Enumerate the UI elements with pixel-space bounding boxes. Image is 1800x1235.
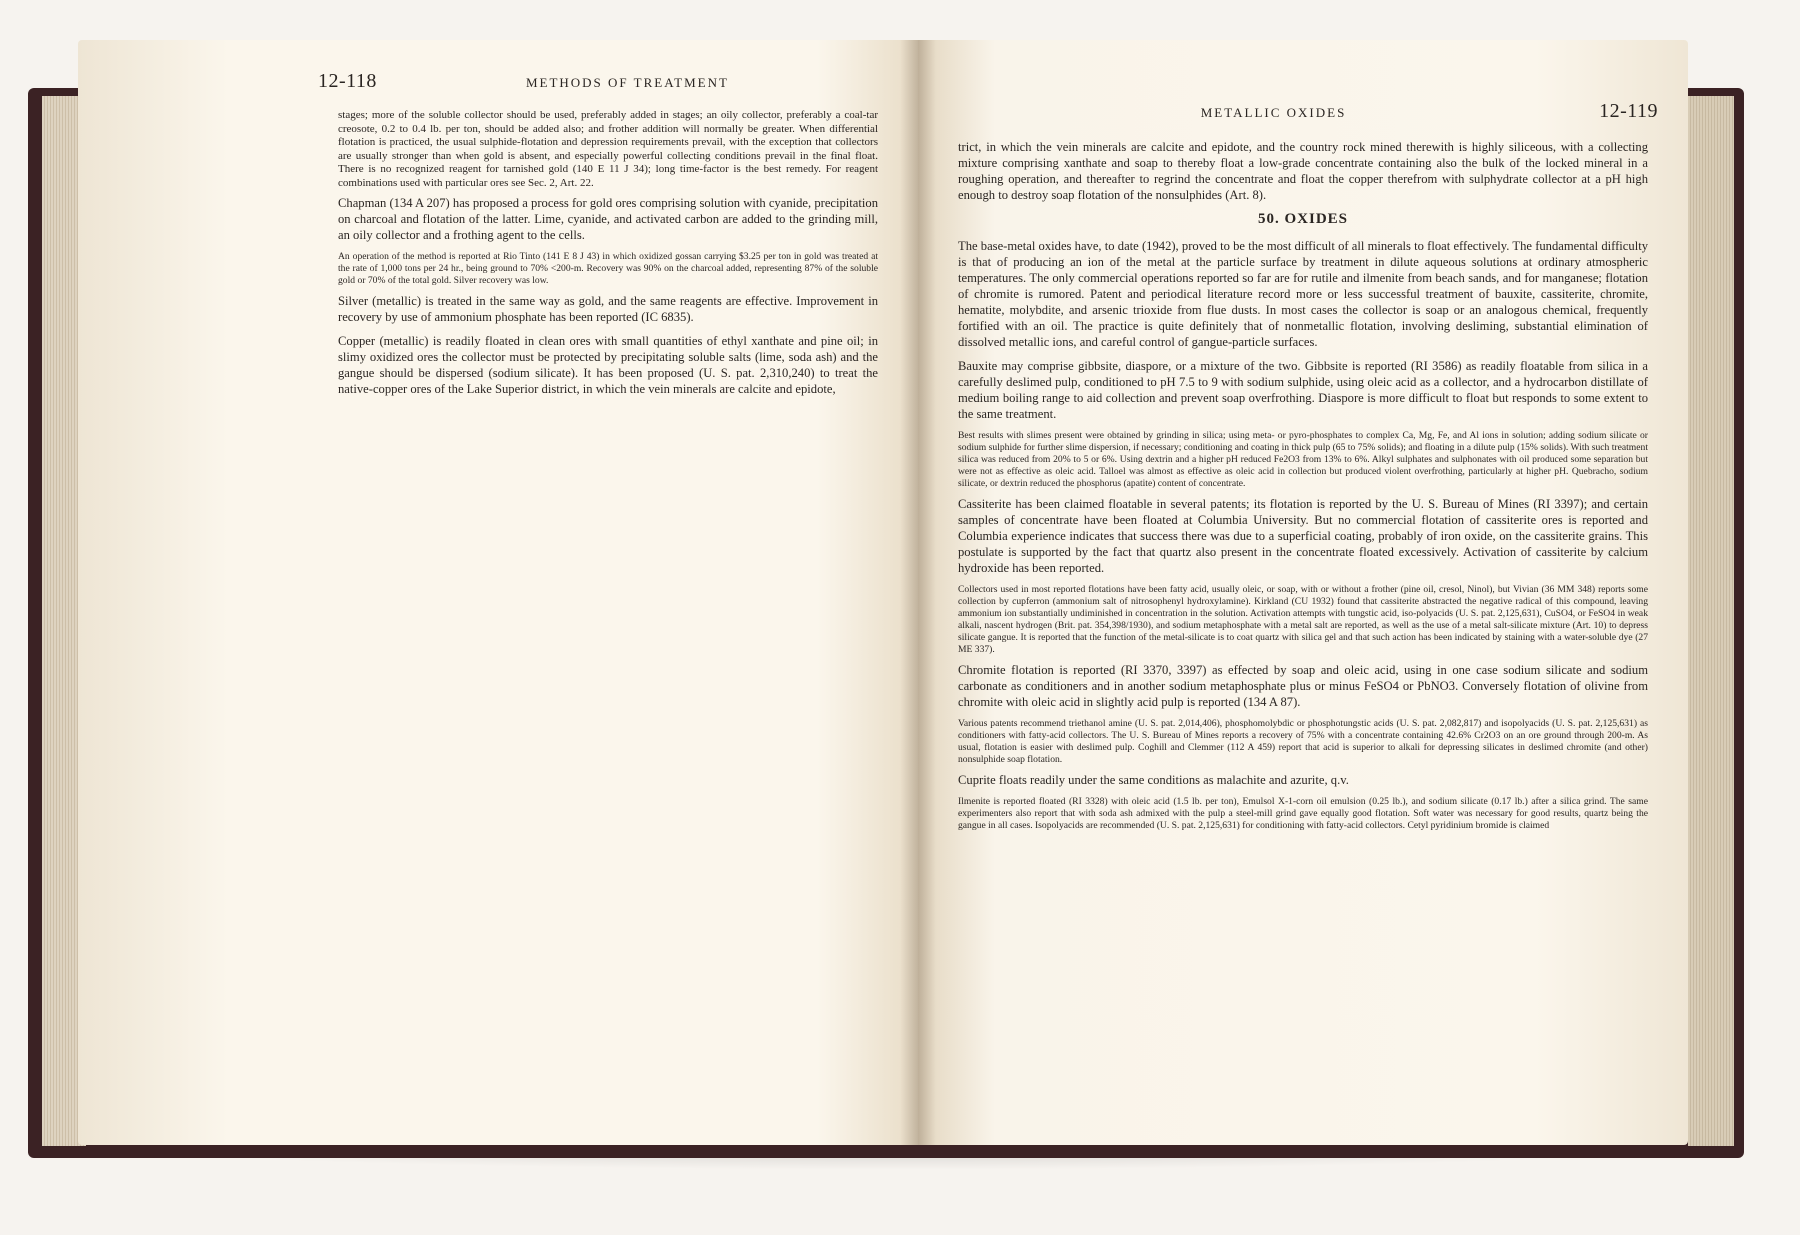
book-gutter [900, 40, 936, 1145]
page-number: 12-118 [318, 70, 377, 92]
silver-paragraph: Silver (metallic) is treated in the same way as gold, and the same reagents are effective. Improvement in recovery by use of ammonium phosphate has been reported (IC 6835). [338, 294, 878, 324]
right-page [918, 40, 1688, 1145]
ilmenite-note: Ilmenite is reported floated (RI 3328) with oleic acid (1.5 lb. per ton), Emulsol X-1-corn oil emulsion (0.25 lb.), and sodium silicate (0.17 lb.) after a silica grind. The same experimenters also report that with soda ash admixed with the pulp a steel-mill grind gave equally good flotation. Soft water was necessary for good results, quartz being the gangue in all cases. Isopolyacids are recommended (U. S. pat. 2,125,631) for conditioning with fatty-acid collectors. Cetyl pyridinium bromide is claimed [958, 796, 1648, 831]
intro-paragraph: trict, in which the vein minerals are calcite and epidote, and the country rock mined therewith is highly siliceous, with a collecting mixture comprising xanthate and soap to thereby float a low-grade concentrate containing also the bulk of the locked mineral in a roughing operation, and thereafter to regrind the concentrate and float the copper therefrom with sulphydrate collector at a pH high enough to destroy soap flotation of the nonsulphides (Art. 8). [958, 140, 1648, 202]
bauxite-note: Best results with slimes present were obtained by grinding in silica; using meta- or pyro-phosphates to complex Ca, Mg, Fe, and Al ions in solution; adding sodium silicate or sodium sulphide for further slime dispersion, if necessary; conditioning and coating in thick pulp (65 to 75% solids); and floating in a dilute pulp (15% solids). With such treatment silica was reduced from 20% to 5 or 6%. Using dextrin and a higher pH reduced Fe2O3 from 13% to 6%. Alkyl sulphates and sulphonates with oil produced some separation but were not as effective as oleic acid. Talloel was almost as effective as oleic acid in collection but produced violent overfrothing, particularly at higher pH. Quebracho, sodium silicate, or dextrin reduced the phosphorus (apatite) content of concentrate. [958, 430, 1648, 489]
rio-tinto-note: An operation of the method is reported at Rio Tinto (141 E 8 J 43) in which oxidized gossan carrying $3.25 per ton in gold was treated at the rate of 1,000 tons per 24 hr., being ground to 70% <200-m. Recovery was 90% on the charcoal added, representing 87% of the soluble gold or 70% of the total gold. Silver recovery was low. [338, 251, 878, 286]
section-title: 50. OXIDES [1257, 211, 1349, 227]
right-page-header [948, 100, 1658, 123]
right-page-body [948, 139, 1658, 832]
copper-paragraph: Copper (metallic) is readily floated in clean ores with small quantities of ethyl xanthate and pine oil; in slimy oxidized ores the collector must be protected by precipitating soluble salts (lime, soda ash) and the gangue should be dispersed (sodium silicate). It has been proposed (U. S. pat. 2,310,240) to treat the native-copper ores of the Lake Superior district, in which the vein minerals are calcite and epidote, [338, 334, 878, 396]
chromite-paragraph: Chromite flotation is reported (RI 3370, 3397) as effected by soap and oleic acid, using in one case sodium silicate and sodium carbonate as conditioners and in another sodium metaphosphate plus or minus FeSO4 or PbNO3. Conversely flotation of olivine from chromite with oleic acid in slightly acid pulp is reported (134 A 87). [958, 663, 1648, 709]
page-edges-right [1688, 96, 1734, 1146]
body-paragraph: stages; more of the soluble collector should be used, preferably added in stages; an oily collector, preferably a coal-tar creosote, 0.2 to 0.4 lb. per ton, should be added also; and frother addition will normally be greater. When differential flotation is practiced, the usual sulphide-flotation and depression requirements prevail, with the exception that collectors are usually stronger than when gold is absent, and especially powerful collecting conditions prevail in the final float. There is no recognized reagent for tarnished gold (140 E 11 J 34); long time-factor is the best remedy. For reagent combinations used with particular ores see Sec. 2, Art. 22. [338, 109, 878, 189]
left-page [78, 40, 918, 1145]
left-page-header [318, 70, 878, 93]
oxides-intro-paragraph: The base-metal oxides have, to date (1942), proved to be the most difficult of all minerals to float effectively. The fundamental difficulty is that of producing an ion of the metal at the particle surface by treatment in dilute aqueous solutions at ordinary atmospheric temperatures. The only commercial operations reported so far are for rutile and ilmenite from beach sands, and for manganese; flotation of chromite is rumored. Patent and periodical literature record more or less successful treatment of bauxite, cassiterite, chromite, hematite, molybdite, and arsenic trioxide from flue dusts. In most cases the collector is soap or an analogous chemical, frequently fortified with an oil. The practice is quite definitely that of nonmetallic flotation, involving desliming, substantial elimination of dissolved metallic ions, and careful control of gangue-particle surfaces. [958, 239, 1648, 349]
cassiterite-note: Collectors used in most reported flotations have been fatty acid, usually oleic, or soap, with or without a frother (pine oil, cresol, Ninol), but Vivian (36 MM 348) reports some collection by cupferron (ammonium salt of nitrosophenyl hydroxylamine). Kirkland (CU 1932) found that cassiterite abstracted the negative radical of this compound, leaving ammonium ion substantially undiminished in concentration in the solution. Activation attempts with tungstic acid, iso-polyacids (U. S. pat. 2,125,631), CuSO4, or FeSO4 in weak alkali, nascent hydrogen (Brit. pat. 354,398/1930), and sodium metaphosphate with a metal salt are reported, as well as the use of a metal salt-silicate mixture (Art. 10) to depress silicate gangue. It is reported that the function of the metal-silicate is to coat quartz with silica gel and that such action has been indicated by staining with a water-soluble dye (27 ME 337). [958, 584, 1648, 655]
chromite-note: Various patents recommend triethanol amine (U. S. pat. 2,014,406), phosphomolybdic or phosphotungstic acids (U. S. pat. 2,082,817) and isopolyacids (U. S. pat. 2,125,631) as conditioners with fatty-acid collectors. The U. S. Bureau of Mines reports a recovery of 75% with a concentrate containing 42.6% Cr2O3 on an ore ground through 200-m. As usual, flotation is easier with deslimed pulp. Coghill and Clemmer (112 A 459) report that acid is superior to alkali for depressing silicates in deslimed chromite (and other) nonsulphide soap flotation. [958, 718, 1648, 765]
cassiterite-paragraph: Cassiterite has been claimed floatable in several patents; its flotation is reported by the U. S. Bureau of Mines (RI 3397); and certain samples of concentrate have been floated at Columbia University. But no commercial flotation of cassiterite ores is reported and Columbia experience indicates that success there was due to a superficial coating, probably of iron oxide, on the cassiterite grains. This postulate is supported by the fact that quartz also present in the concentrate floated excessively. Activation of cassiterite by calcium hydroxide has been reported. [958, 497, 1648, 575]
chapman-paragraph: Chapman (134 A 207) has proposed a process for gold ores comprising solution with cyanide, precipitation on charcoal and flotation of the latter. Lime, cyanide, and activated carbon are added to the grinding mill, an oily collector and a frothing agent to the cells. [338, 196, 878, 242]
running-head: METHODS OF TREATMENT [525, 75, 729, 90]
running-head: METALLIC OXIDES [1200, 105, 1347, 120]
page-number: 12-119 [1599, 100, 1658, 122]
cuprite-paragraph: Cuprite floats readily under the same conditions as malachite and azurite, q.v. [958, 773, 1349, 787]
bauxite-paragraph: Bauxite may comprise gibbsite, diaspore, or a mixture of the two. Gibbsite is reported (RI 3586) as readily floatable from silica in a carefully deslimed pulp, conditioned to pH 7.5 to 9 with sodium sulphide, using oleic acid as a collector, and a hydrocarbon distillate of medium boiling range to aid collection and prevent soap overfrothing. Diaspore is more difficult to float but responds to some extent to the same treatment. [958, 359, 1648, 421]
